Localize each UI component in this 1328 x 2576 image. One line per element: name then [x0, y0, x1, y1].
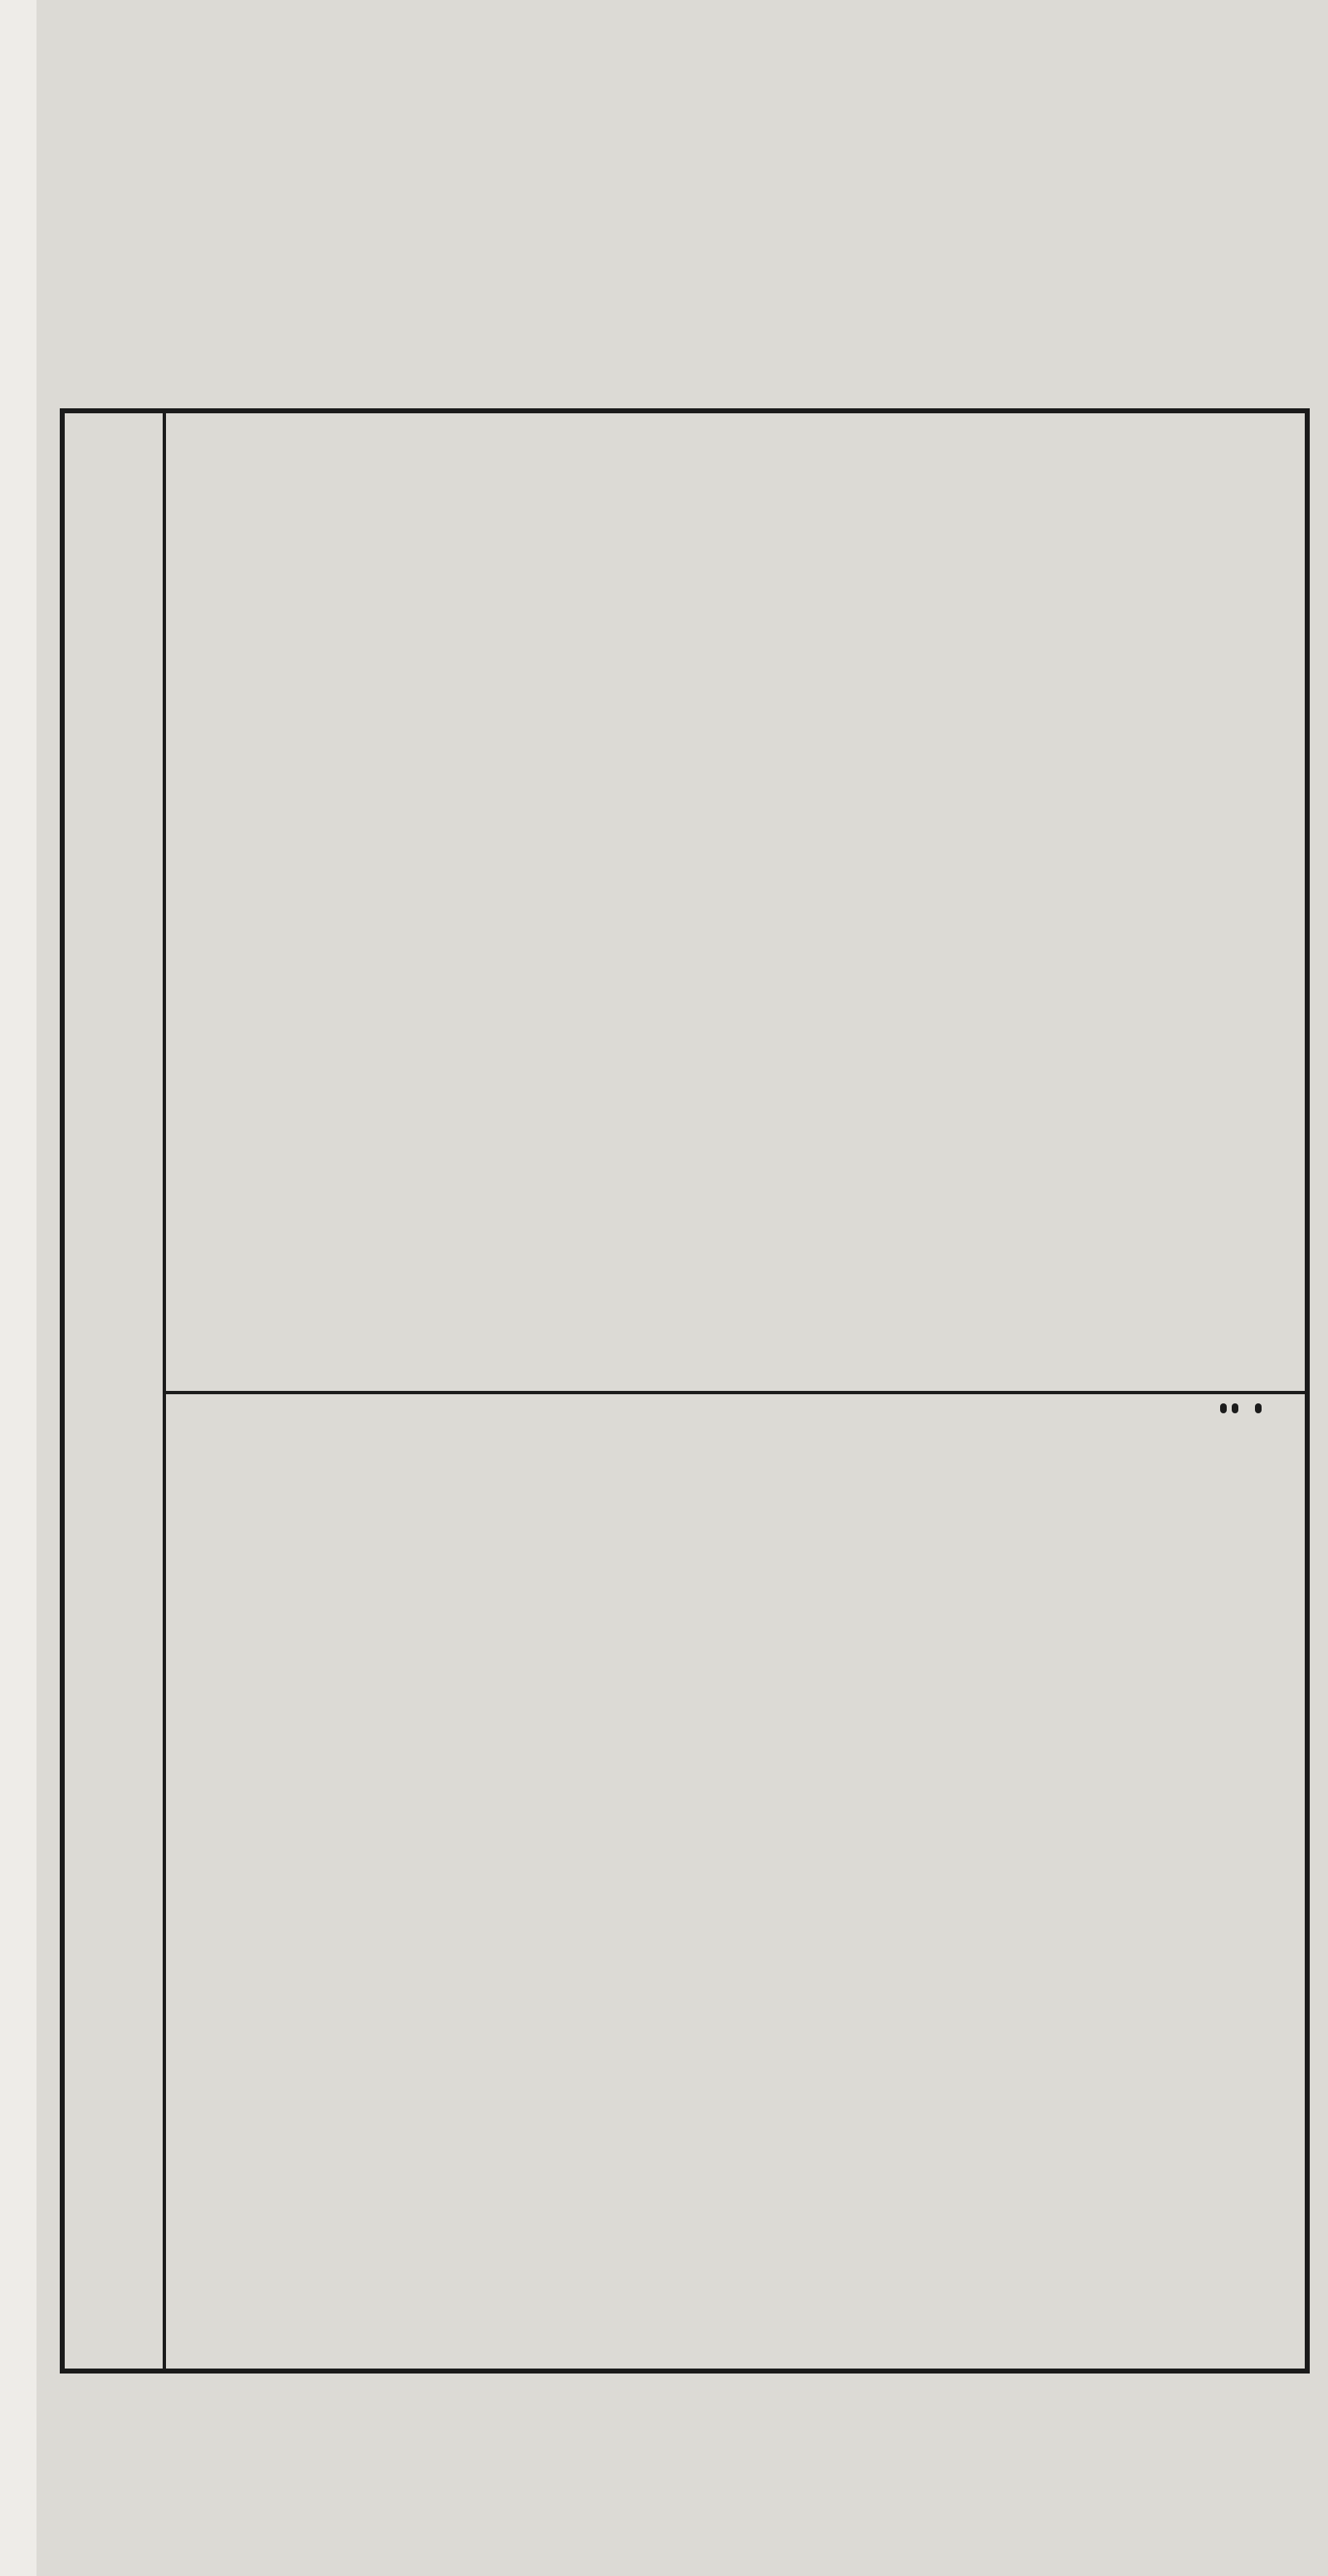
bottom-block: [1167, 1401, 1177, 2359]
content-frame: [60, 408, 1310, 2374]
guzhou-tag-wrap: [1255, 1401, 1262, 2359]
jinwen-tag: [1220, 1403, 1227, 1413]
jinwen-tag-wrap: [1220, 1401, 1227, 2359]
document-page: [37, 0, 1328, 2576]
big-entry-block: [1189, 1401, 1199, 2359]
upper-section: [171, 438, 1291, 1376]
guzhou-tag: [1255, 1403, 1262, 1413]
book-spine: [0, 0, 38, 2576]
jinwen-block: [1210, 1401, 1243, 2359]
section-divider: [166, 1391, 1305, 1394]
top-overflow-text: [837, 0, 1268, 382]
lower-section: [171, 1401, 1288, 2359]
running-head: [88, 413, 163, 2369]
jinwen-source-tag: [1232, 1403, 1238, 1413]
guzhou-block: [1255, 1401, 1277, 2359]
jinwen-src-wrap: [1232, 1401, 1238, 2359]
